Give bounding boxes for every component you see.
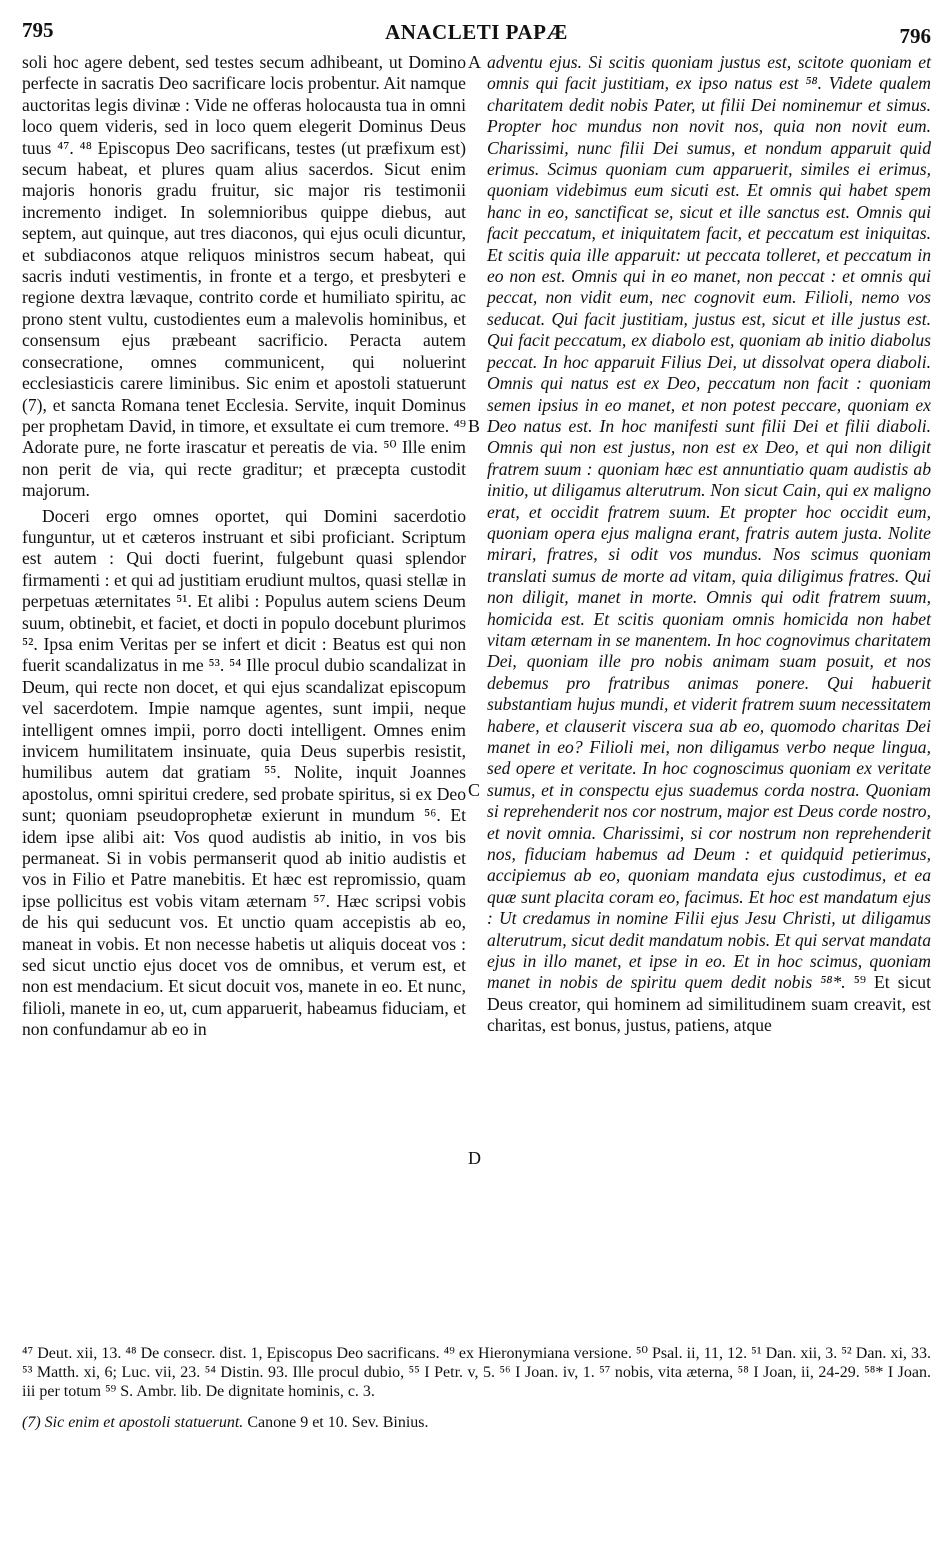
right-column [487,52,931,1037]
right-page-number: 796 [899,24,931,48]
margin-letter-b: B [468,416,481,436]
margin-letter-a: A [468,52,481,72]
left-paragraph-2: Doceri ergo omnes oportet, qui Domini sacerdotio funguntur, ut et cæteros instruant et sibi proficiant. Scriptum est autem : Qui docti fuerint, fulgebunt quasi splendor firmamenti : et qui ad justitiam erudiunt multos, quasi stellæ in perpetuas æternitates ⁵¹. Et alibi : Populus autem sciens Deum suum, obtinebit, et faciet, et docti in populo docebunt plurimos ⁵². Ipsa enim Veritas per se infert et dicit : Beatus est qui non fuerit scandalizatus in me ⁵³. ⁵⁴ Ille procul dubio scandalizat in Deum, qui recte non docet, et qui ejus scandalizat episcopum vel sacerdotem. Impie namque agentes, sunt impii, neque intelligent omnes impii, porro docti intelligent. Omnes enim invicem humilitatem insinuate, quia Deus superbis resistit, humilibus autem dat gratiam ⁵⁵. Nolite, inquit Joannes apostolus, omni spiritui credere, sed probate spiritus, si ex Deo sunt; quoniam pseudoprophetæ exierunt in mundum ⁵⁶. Et idem ipse alibi ait: Vos quod audistis ab initio, in vos bis permaneat. Si in vobis permanserit quod ab initio audistis et vos in Filio et Patre manebitis. Et hæc est repromissio, quam ipse pollicitus est vobis vitam æternam ⁵⁷. Hæc scripsi vobis de his qui seducunt vos. Et unctio quam accepistis ab eo, maneat in vobis. Et non necesse habetis ut aliquis doceat vos : sed sicut unctio ejus docet vos de omnibus, et verum est, et non est mendacium. Et sicut docuit vos, manete in eo. Et nunc, filioli, manete in eo, ut, cum apparuerit, habeamus fiduciam, et non confundamur ab eo in [22,505,466,1040]
editorial-note [22,1413,931,1432]
right-column-roman-tail: ⁵⁹ Et sicut Deus creator, qui hominem ad similitudinem suam creavit, est charitas, est bonus, justus, patiens, atque [487,972,931,1036]
running-title: ANACLETI PAPÆ [385,20,568,44]
editorial-note-ref: (7) Sic enim et apostoli statuerunt. [22,1414,244,1431]
right-column-text [487,52,931,1037]
left-page-number: 795 [22,18,54,42]
right-column-italic: adventu ejus. Si scitis quoniam justus est, scitote quoniam et omnis qui facit justitiam, ex ipso natus est ⁵⁸. Videte qualem charitatem dedit nobis Pater, ut filii Dei nominemur et simus. Propter hoc mundus non novit nos, quia non novit eum. Charissimi, nunc filii Dei sumus, et nondum apparuit quid erimus. Scimus quoniam cum apparuerit, similes ei erimus, quoniam videbimus eum sicuti est. Et omnis qui habet spem hanc in eo, sanctificat se, sicut et ille sanctus est. Omnis qui facit peccatum, et iniquitatem facit, et peccatum est iniquitas. Et scitis quia ille apparuit: ut peccata tolleret, et peccatum in eo non est. Omnis qui in eo manet, non peccat : et omnis qui peccat, non vidit eum, nec cognovit eum. Filioli, nemo vos seducat. Qui facit justitiam, justus est, sicut et ille justus est. Qui facit peccatum, ex diabolo est, quoniam ab initio diabolus peccat. In hoc apparuit Filius Dei, ut dissolvat opera diaboli. Omnis qui natus est ex Deo, peccatum non facit : quoniam semen ipsius in eo manet, et non potest peccare, quoniam ex Deo natus est. In hoc manifesti sunt filii Dei et filii diaboli. Omnis qui non est justus, non est ex Deo, et qui non diligit fratrem suum : quoniam hæc est annuntiatio quam audistis ab initio, ut diligamus alterutrum. Non sicut Cain, qui ex maligno erat, et occidit fratrem suum. Et propter hoc occidit eum, quoniam opera ejus maligna erant, fratris autem justa. Nolite mirari, fratres, si odit vos mundus. Nos scimus quoniam translati sumus de morte ad vitam, quia diligimus fratres. Qui non diligit, manet in morte. Omnis qui odit fratrem suum, homicida est. Et scitis quoniam omnis homicida non habet vitam æternam in se manentem. In hoc cognovimus charitatem Dei, quoniam ille pro nobis animam suam posuit, et nos debemus pro fratribus animas ponere. Qui habuerit substantiam hujus mundi, et viderit fratrem suum necessitatem habere, et clauserit viscera sua ab eo, quomodo charitas Dei manet in eo? Filioli mei, non diligamus verbo neque lingua, sed opere et veritate. In hoc cognoscimus quoniam ex veritate sumus, et in conspectu ejus suademus corda nostra. Quoniam si reprehenderit nos cor nostrum, major est Deus corde nostro, et novit omnia. Charissimi, si cor nostrum non reprehenderit nos, fiduciam habemus ad Deum : et quidquid petierimus, accipiemus ab eo, quoniam mandata ejus custodimus, et ea quæ sunt placita coram eo, facimus. Et hoc est mandatum ejus : Ut credamus in nomine Filii ejus Jesu Christi, ut diligamus alterutrum, sicut dedit mandatum nobis. Et qui servat mandata ejus in illo manet, et ipse in eo. Et in hoc scimus, quoniam manet in nobis de spiritu quem dedit nobis ⁵⁸*. [487,52,931,993]
left-column [22,52,466,1041]
margin-letter-c: C [468,780,481,800]
page-header [22,14,931,50]
left-paragraph-1: soli hoc agere debent, sed testes secum adhibeant, ut Domino perfecte in sacratis Deo sacrificare locis probentur. Ait namque auctoritas legis divinæ : Vide ne offeras holocausta tua in omni loco quem videris, sed in loco quem elegerit Dominus Deus tuus ⁴⁷. ⁴⁸ Episcopus Deo sacrificans, testes (ut præfixum est) secum habeat, et plures quam alius sacerdos. Sicut enim majoris honoris gradu fruitur, sic major ris testimonii incremento indiget. In solemnioribus quippe diebus, aut septem, aut quinque, aut tres diaconos, qui ejus oculi dicuntur, et subdiaconos atque reliquos ministros secum habeat, qui sacris induti vestimentis, in fronte et a tergo, et presbyteri e regione dextra lævaque, contrito corde et humiliato spiritu, ac prono stent vultu, custodientes eum a malevolis hominibus, et consensum ejus præbeant sacrificio. Peracta autem consecratione, omnes communicent, qui noluerint ecclesiasticis carere liminibus. Sic enim et apostoli statuerunt (7), et sancta Romana tenet Ecclesia. Servite, inquit Dominus per prophetam David, in timore, et exsultate ei cum tremore. ⁴⁹ Adorate pure, ne forte irascatur et pereatis de via. ⁵⁰ Ille enim non perit de via, qui recte graditur; et præcepta custodit majorum. [22,52,466,501]
footnotes [22,1344,931,1432]
editorial-note-rest: Canone 9 et 10. Sev. Binius. [243,1414,429,1431]
source-footnotes: ⁴⁷ Deut. xii, 13. ⁴⁸ De consecr. dist. 1, Episcopus Deo sacrificans. ⁴⁹ ex Hieronymiana versione. ⁵⁰ Psal. ii, 11, 12. ⁵¹ Dan. xii, 3. ⁵² Dan. xi, 33. ⁵³ Matth. xi, 6; Luc. vii, 23. ⁵⁴ Distin. 93. Ille procul dubio, ⁵⁵ I Petr. v, 5. ⁵⁶ I Joan. iv, 1. ⁵⁷ nobis, vita æterna, ⁵⁸ I Joan, ii, 24-29. ⁵⁸* I Joan. iii per totum ⁵⁹ S. Ambr. lib. De dignitate hominis, c. 3. [22,1345,931,1400]
margin-letter-d: D [468,1148,481,1168]
